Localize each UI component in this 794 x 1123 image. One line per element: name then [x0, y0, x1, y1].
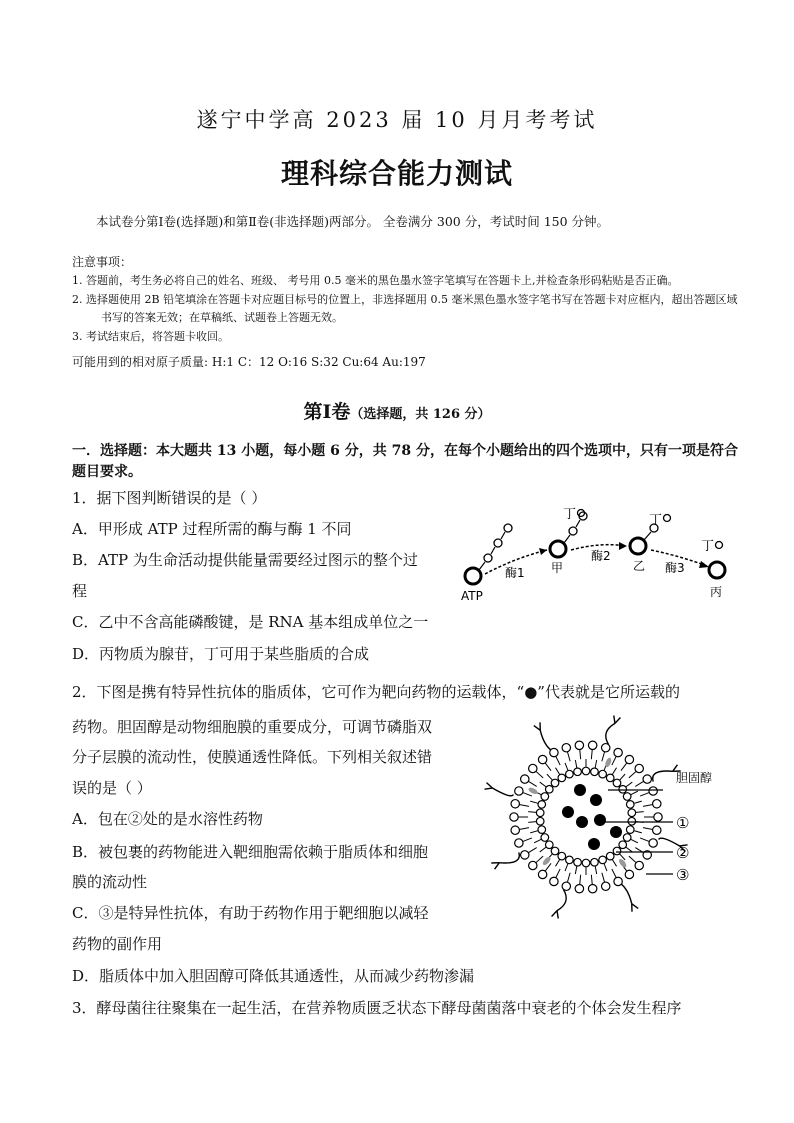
q2-stem-2: 药物。胆固醇是动物细胞膜的重要成分，可调节磷脂双 [72, 718, 433, 736]
q2-option-a: A．包在②处的是水溶性药物 [72, 810, 263, 828]
notice-item-1: 1. 答题前，考生务必将自己的姓名、班级、 考号用 0.5 毫米的黑色墨水签字笔填写在答题卡上,并检查条形码粘贴是否正确。 [72, 274, 679, 287]
jia-node [550, 541, 566, 557]
atp-node [465, 568, 481, 584]
ding-label-1: 丁 [563, 507, 577, 522]
figure-label-2: ② [676, 844, 690, 862]
q2-stem-3: 分子层膜的流动性，使膜通透性降低。下列相关叙述错 [72, 748, 433, 766]
q2-option-b-cont: 膜的流动性 [72, 873, 148, 891]
q1-option-b-cont: 程 [72, 582, 88, 600]
section-title [0, 397, 794, 424]
q1-option-d: D．丙物质为腺苷，丁可用于某些脂质的合成 [72, 645, 370, 663]
q2-option-c-cont: 药物的副作用 [72, 935, 163, 953]
section-instruction-1: 一．选择题：本大题共 13 小题，每小题 6 分，共 78 分，在每个小题给出的四个选项中，只有一项是符合 [72, 443, 738, 459]
section-instruction-2: 题目要求。 [72, 464, 142, 480]
q2-option-b: B．被包裹的药物能进入靶细胞需依赖于脂质体和细胞 [72, 843, 429, 861]
enzyme2-label: 酶2 [591, 549, 611, 563]
ding-label-3: 丁 [701, 539, 715, 554]
jia-label: 甲 [551, 561, 564, 575]
q1-stem: 1．据下图判断错误的是（ ） [72, 489, 267, 507]
section-title-main: 第Ⅰ卷 [303, 401, 351, 423]
yi-node [630, 538, 646, 554]
exam-intro: 本试卷分第Ⅰ卷(选择题)和第Ⅱ卷(非选择题)两部分。 全卷满分 300 分，考试时间 150 分钟。 [96, 214, 610, 229]
yi-label: 乙 [633, 559, 646, 573]
notice-item-2: 2. 选择题使用 2B 铅笔填涂在答题卡对应题目标号的位置上，非选择题用 0.5 毫米黑色墨水签字笔书写在答题卡对应框内，超出答题区域 [72, 293, 738, 306]
q2-stem-1: 2．下图是携有特异性抗体的脂质体，它可作为靶向药物的运载体，“●”代表就是它所运载的 [72, 683, 680, 701]
bing-node [709, 562, 725, 578]
notice-item-3: 3. 考试结束后，将答题卡收回。 [72, 330, 229, 343]
exam-title: 理科综合能力测试 [280, 157, 513, 190]
q3-stem-1: 3．酵母菌往往聚集在一起生活，在营养物质匮乏状态下酵母菌菌落中衰老的个体会发生程序 [72, 999, 682, 1017]
q1-option-a: A．甲形成 ATP 过程所需的酶与酶 1 不同 [72, 520, 352, 538]
section-subtitle: （选择题，共 126 分） [350, 407, 491, 422]
drug-particles [562, 784, 622, 850]
ding-label-2: 丁 [649, 513, 663, 528]
notice-item-2-cont: 书写的答案无效；在草稿纸、试题卷上答题无效。 [101, 311, 343, 324]
cholesterol-label: 胆固醇 [676, 771, 713, 785]
q2-option-c: C．③是特异性抗体，有助于药物作用于靶细胞以减轻 [72, 904, 429, 922]
notice-heading: 注意事项： [72, 255, 133, 269]
phospholipid-bilayer [484, 715, 690, 918]
figure-label-3: ③ [676, 866, 690, 884]
q1-option-b: B．ATP 为生命活动提供能量需要经过图示的整个过 [72, 551, 418, 569]
enzyme1-label: 酶1 [505, 566, 525, 580]
q2-option-d: D．脂质体中加入胆固醇可降低其通透性，从而减少药物渗漏 [72, 967, 475, 985]
enzyme3-label: 酶3 [665, 561, 685, 575]
figure-label-1: ① [676, 814, 690, 832]
bing-label: 丙 [710, 585, 723, 599]
school-title: 遂宁中学高 2023 届 10 月月考考试 [196, 108, 598, 132]
q2-stem-4: 误的是（ ） [72, 779, 152, 797]
atp-hydrolysis-diagram [455, 500, 745, 610]
q1-option-c: C．乙中不含高能磷酸键，是 RNA 基本组成单位之一 [72, 613, 429, 631]
liposome-diagram [468, 712, 738, 922]
atomic-masses: 可能用到的相对原子质量: H:1 C：12 O:16 S:32 Cu:64 Au:197 [72, 355, 426, 369]
atp-label: ATP [461, 589, 483, 603]
